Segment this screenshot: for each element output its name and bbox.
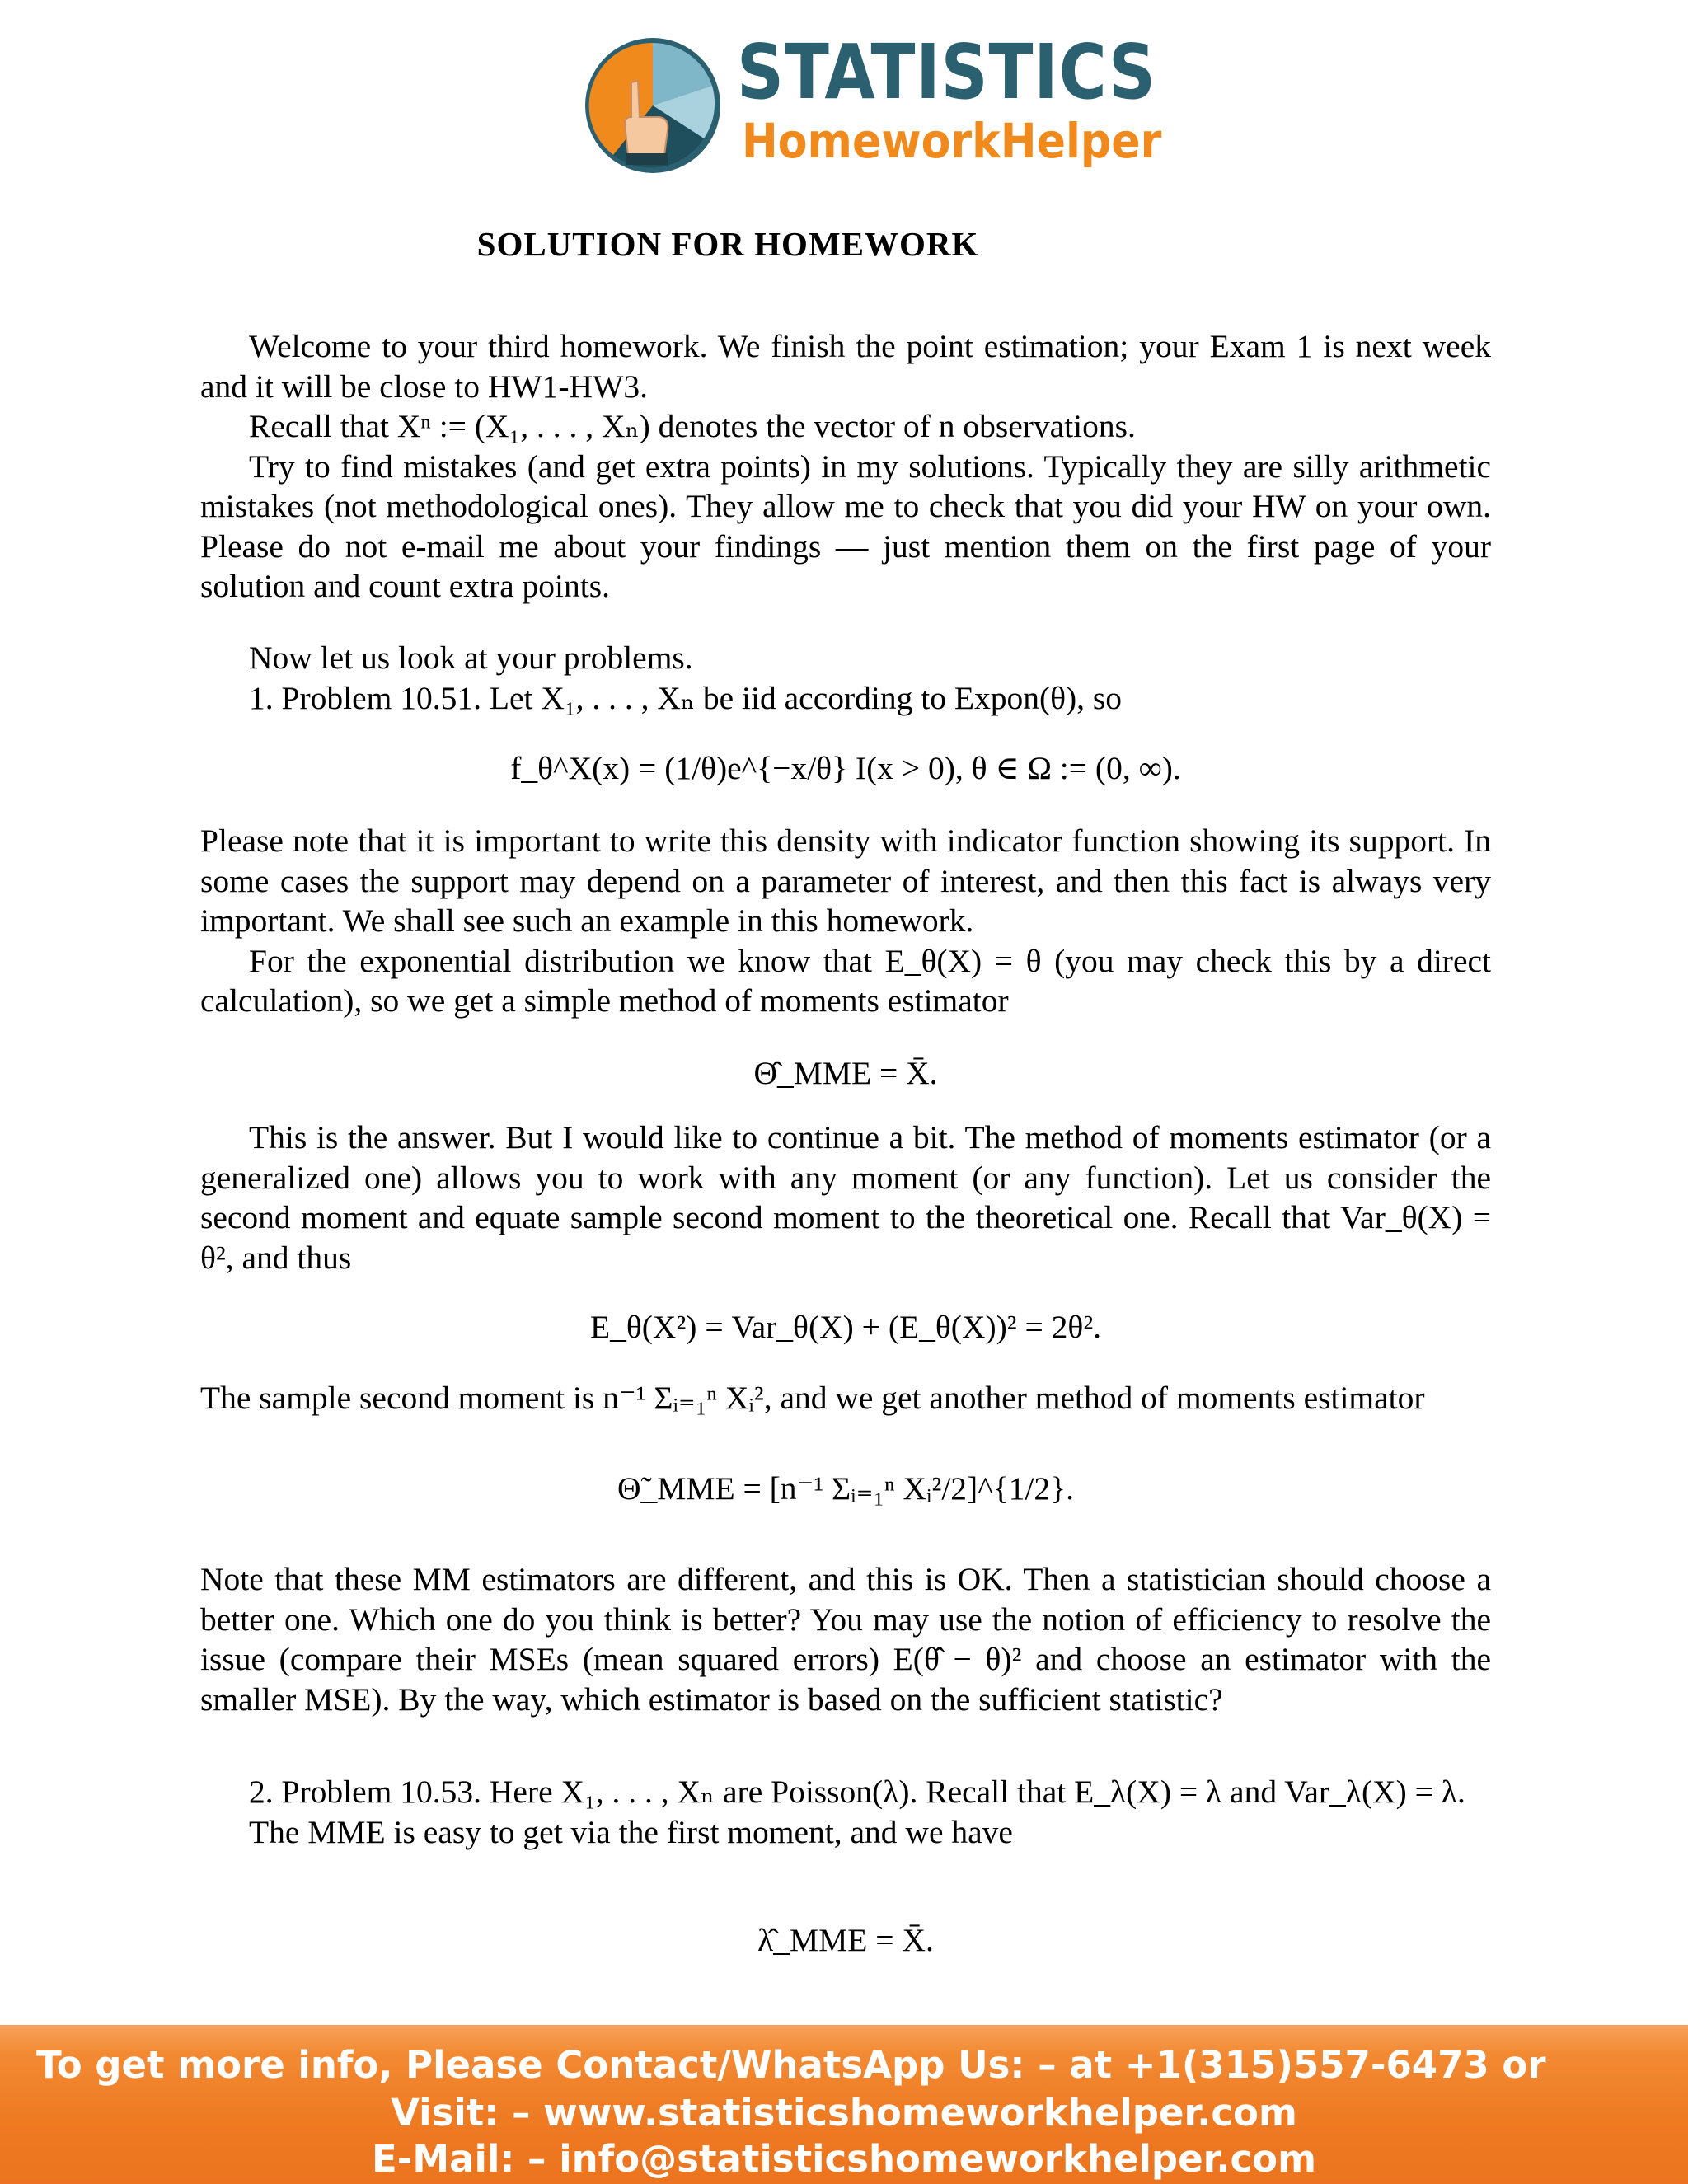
estimators-note-paragraph: Note that these MM estimators are different, and this is OK. Then a statistician should choose a better one. Which one do you think is better? You may use the notion of efficiency to resolve the issue (compare their MSEs (mean squared errors) E(θ̂ − θ)² and choose an estimator with the smaller MSE). By the way, which estimator is based on the sufficient statistic? xyxy=(200,1561,1491,1718)
contact-footer xyxy=(0,2025,1688,2184)
equation-tilde-mme: Θ̃_MME = [n⁻¹ Σᵢ₌₁ⁿ Xᵢ²/2]^{1/2}. xyxy=(617,1470,1075,1507)
problem-1-section xyxy=(200,638,1491,718)
problem-lead: Now let us look at your problems. xyxy=(249,640,693,676)
equation-mme: Θ̂_MME = X̄. xyxy=(753,1055,938,1091)
problem-2-mme-paragraph: The MME is easy to get via the first moment, and we have xyxy=(249,1813,1013,1850)
equation-second-moment: E_θ(X²) = Var_θ(X) + (E_θ(X))² = 2θ². xyxy=(589,1309,1102,1345)
logo xyxy=(580,28,1174,180)
exponential-paragraph: For the exponential distribution we know that E_θ(X) = θ (you may check this by a direct calculation), so we get a simple method of moments estimator xyxy=(200,942,1491,1019)
problem-2-statement: 2. Problem 10.53. Here X₁, . . . , Xₙ are Poisson(λ). Recall that E_λ(X) = λ and Var_λ(X) = λ. xyxy=(249,1774,1465,1810)
intro-paragraph-1: Welcome to your third homework. We finish the point estimation; your Exam 1 is next week and it will be close to HW1-HW3. xyxy=(200,328,1491,405)
sample-moment-paragraph: The sample second moment is n⁻¹ Σᵢ₌₁ⁿ Xᵢ², and we get another method of moments estimator xyxy=(200,1380,1425,1416)
equation-density: f_θ^X(x) = (1/θ)e^{−x/θ} I(x > 0), θ ∈ Ω := (0, ∞). xyxy=(510,750,1181,786)
intro-paragraph-2: Recall that Xⁿ := (X₁, . . . , Xₙ) denotes the vector of n observations. xyxy=(249,408,1136,444)
logo-emblem-icon xyxy=(580,31,737,180)
intro-section xyxy=(200,326,1491,607)
footer-contact-line: To get more info, Please Contact/WhatsApp Us: – at +1(315)557-6473 or xyxy=(36,2043,1546,2087)
answer-paragraph: This is the answer. But I would like to continue a bit. The method of moments estimator (or a generalized one) allows you to work with any moment (or any function). Let us consider the second moment and equate sample second moment to the theoretical one. Recall that Var_θ(X) = θ², and thus xyxy=(200,1119,1491,1276)
support-paragraph: Please note that it is important to write this density with indicator function showing its support. In some cases the support may depend on a parameter of interest, and then this fact is always very important. We shall see such an example in this homework. xyxy=(200,823,1491,939)
problem-1-statement: 1. Problem 10.51. Let X₁, . . . , Xₙ be iid according to Expon(θ), so xyxy=(249,679,1123,716)
footer-email-link[interactable]: E-Mail: – info@statisticshomeworkhelper.com xyxy=(371,2137,1316,2181)
footer-website-link[interactable]: Visit: – www.statisticshomeworkhelper.com xyxy=(391,2091,1297,2135)
intro-paragraph-3: Try to find mistakes (and get extra points) in my solutions. Typically they are silly arithmetic mistakes (not methodological ones). They allow me to check that you did your HW on your own. Please do not e-mail me about your findings — just mention them on the first page of your solution and count extra points. xyxy=(200,448,1491,604)
logo-subtitle: HomeworkHelper xyxy=(742,113,1162,169)
logo-title: STATISTICS xyxy=(737,28,1156,116)
page-title: SOLUTION FOR HOMEWORK xyxy=(476,225,979,263)
equation-lambda-mme: λ̂_MME = X̄. xyxy=(757,1922,934,1958)
problem-2-section xyxy=(200,1772,1491,1852)
